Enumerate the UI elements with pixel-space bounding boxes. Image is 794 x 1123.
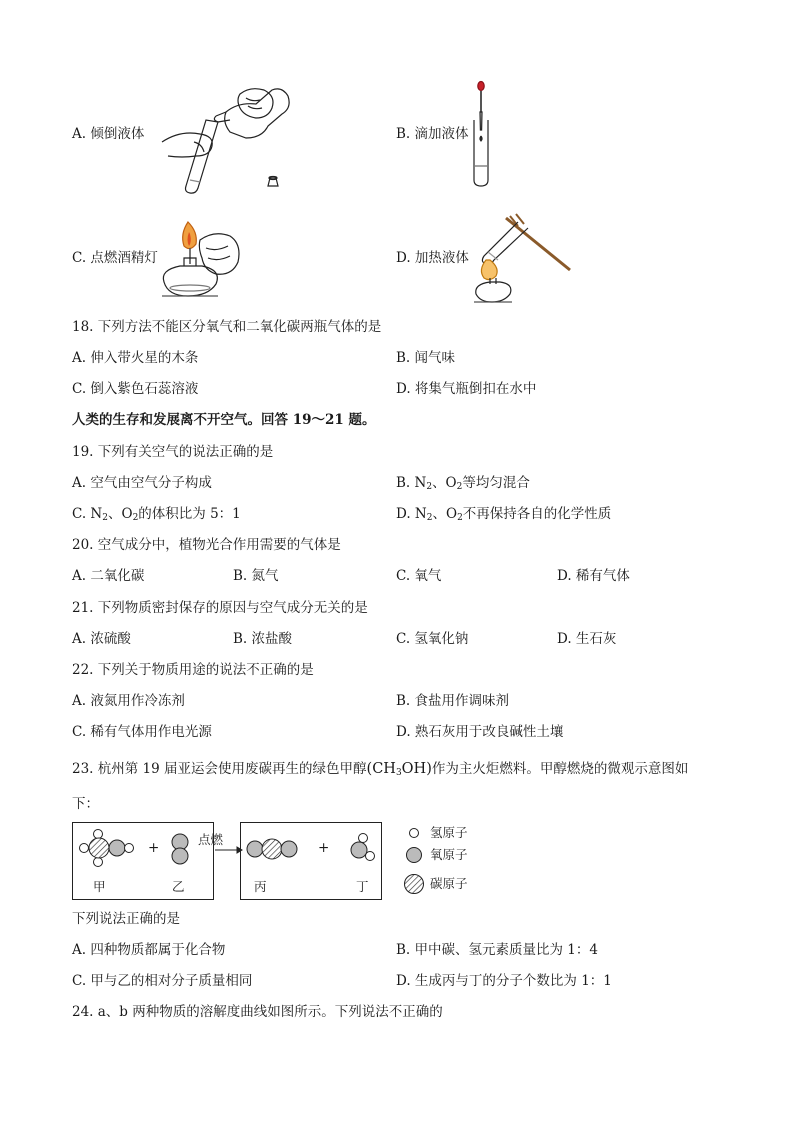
dropper-illustration	[466, 80, 496, 188]
q18-stem: 18. 下列方法不能区分氧气和二氧化碳两瓶气体的是	[72, 319, 382, 335]
q17-option-c: C. 点燃酒精灯	[72, 250, 158, 266]
q19-option-c: C. $N_2$、$O_2$的体积比为 5：1	[72, 506, 241, 523]
q17-option-b: B. 滴加液体	[396, 126, 469, 142]
q18-option-c: C. 倒入紫色石蕊溶液	[72, 381, 199, 397]
q23-option-d: D. 生成丙与丁的分子个数比为 1：1	[396, 973, 612, 989]
oxygen-legend-icon	[407, 848, 422, 863]
q19-option-b: B. $N_2$、$O_2$等均匀混合	[396, 475, 530, 492]
hydrogen-atom	[359, 834, 368, 843]
hydrogen-atom	[94, 830, 103, 839]
heating-liquid-illustration	[466, 212, 576, 304]
q19-option-d: D. $N_2$、$O_2$不再保持各自的化学性质	[396, 506, 612, 523]
q21-option-b: B. 浓盐酸	[233, 631, 293, 647]
q23-prompt: 下列说法正确的是	[72, 911, 180, 927]
oxygen-atom	[172, 848, 188, 864]
hydrogen-atom	[125, 844, 134, 853]
plus-sign-left: +	[148, 840, 160, 856]
label-bing: 丙	[254, 879, 267, 894]
q22-option-b: B. 食盐用作调味剂	[396, 693, 510, 709]
plus-sign-right: +	[318, 840, 330, 856]
q17-option-a: A. 倾倒液体	[72, 126, 145, 142]
q18-option-a: A. 伸入带火星的木条	[72, 350, 199, 366]
label-jia: 甲	[93, 879, 106, 894]
label-yi: 乙	[172, 879, 185, 894]
legend-oxygen: 氧原子	[430, 847, 468, 862]
carbon-atom	[89, 838, 109, 858]
q22-option-a: A. 液氮用作冷冻剂	[72, 693, 185, 709]
q17-option-d: D. 加热液体	[396, 250, 469, 266]
alcohol-lamp-lighting-illustration	[150, 212, 246, 304]
q23-option-c: C. 甲与乙的相对分子质量相同	[72, 973, 253, 989]
q24-stem: 24. a、b 两种物质的溶解度曲线如图所示。下列说法不正确的	[72, 1004, 443, 1020]
pouring-liquid-illustration	[160, 82, 295, 194]
q19-stem: 19. 下列有关空气的说法正确的是	[72, 444, 274, 460]
q20-option-b: B. 氮气	[233, 568, 279, 584]
q22-stem: 22. 下列关于物质用途的说法不正确的是	[72, 662, 314, 678]
reaction-condition: 点燃	[198, 832, 224, 847]
q22-option-c: C. 稀有气体用作电光源	[72, 724, 212, 740]
q20-stem: 20. 空气成分中，植物光合作用需要的气体是	[72, 537, 341, 553]
q21-stem: 21. 下列物质密封保存的原因与空气成分无关的是	[72, 600, 368, 616]
q21-option-c: C. 氢氧化钠	[396, 631, 469, 647]
hydrogen-atom	[80, 844, 89, 853]
hydrogen-atom	[366, 852, 375, 861]
oxygen-atom	[247, 841, 263, 857]
hydrogen-atom	[94, 858, 103, 867]
label-ding: 丁	[356, 879, 369, 894]
atom-legend-icons	[404, 822, 432, 896]
q22-option-d: D. 熟石灰用于改良碱性土壤	[396, 724, 564, 740]
q21-option-a: A. 浓硫酸	[72, 631, 131, 647]
legend-carbon: 碳原子	[430, 876, 468, 891]
q23-stem-line2: 下：	[72, 796, 99, 812]
oxygen-atom	[109, 840, 125, 856]
hydrogen-legend-icon	[410, 829, 419, 838]
legend-hydrogen: 氢原子	[430, 825, 468, 840]
q20-option-a: A. 二氧化碳	[72, 568, 145, 584]
carbon-atom	[262, 839, 282, 859]
q20-option-d: D. 稀有气体	[557, 568, 630, 584]
q18-option-b: B. 闻气味	[396, 350, 456, 366]
oxygen-atom	[351, 842, 367, 858]
q23-option-b: B. 甲中碳、氢元素质量比为 1：4	[396, 942, 598, 958]
q21-option-d: D. 生石灰	[557, 631, 617, 647]
q23-stem: 23. 杭州第 19 届亚运会使用废碳再生的绿色甲醇$(CH_3OH)$作为主火炬燃料。甲醇燃烧的微观示意图如	[72, 761, 689, 778]
carbon-legend-icon	[405, 875, 424, 894]
q23-option-a: A. 四种物质都属于化合物	[72, 942, 226, 958]
q20-option-c: C. 氧气	[396, 568, 442, 584]
q19-option-a: A. 空气由空气分子构成	[72, 475, 212, 491]
section-heading: 人类的生存和发展离不开空气。回答 19～21 题。	[72, 412, 376, 428]
q18-option-d: D. 将集气瓶倒扣在水中	[396, 381, 537, 397]
oxygen-atom	[281, 841, 297, 857]
methanol-combustion-diagram	[72, 822, 392, 900]
